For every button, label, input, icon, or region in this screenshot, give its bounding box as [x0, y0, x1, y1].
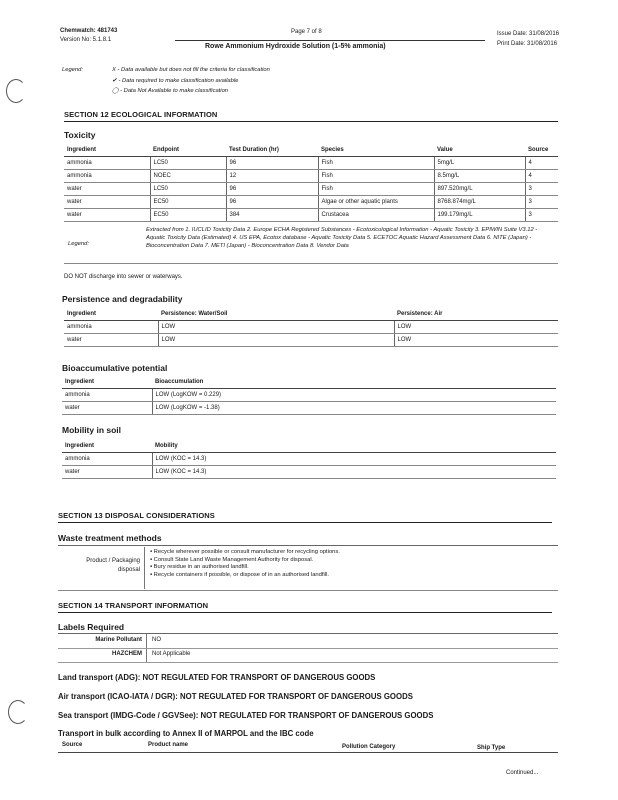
disposal-label [68, 557, 140, 575]
list-item-text: Consult State Land Waste Management Authority for disposal. [153, 556, 314, 563]
list-item: ▪ Recycle containers if possible, or dispose of in an authorised landfill. [150, 571, 329, 578]
cell: 4 [525, 170, 558, 183]
col-header: Test Duration (hr) [226, 144, 318, 157]
cell: water [62, 402, 152, 415]
labels-rule [58, 633, 558, 634]
cell: LOW (KOC = 14.3) [152, 466, 556, 479]
cell: water [64, 183, 150, 196]
cell: 199.179mg/L [434, 209, 525, 222]
cell: 4 [525, 157, 558, 170]
table-row [64, 209, 558, 222]
cell: LOW [394, 334, 558, 347]
page-number: Page 7 of 8 [291, 29, 322, 35]
version-number: Version No: 5.1.8.1 [60, 37, 112, 43]
table-row [64, 334, 558, 347]
continued-note: Continued... [506, 770, 539, 776]
list-item-text: Bury residue in an authorised landfill. [153, 564, 249, 570]
cell: NOEC [150, 170, 226, 183]
cell: water [64, 334, 158, 347]
table-row [64, 321, 558, 334]
waste-rule [58, 545, 558, 546]
col-header: Persistence: Water/Soil [158, 308, 394, 321]
cell: LOW [394, 321, 558, 334]
cell: LC50 [150, 157, 226, 170]
section-14-title: SECTION 14 TRANSPORT INFORMATION [58, 601, 209, 610]
col-header: Species [318, 144, 434, 157]
list-item: ▪ Recycle wherever possible or consult manufacturer for recycling options. [150, 549, 340, 555]
col-header: Ingredient [64, 308, 158, 321]
table-row [62, 466, 556, 479]
col-header: Mobility [152, 440, 556, 453]
cell: 897.520mg/L [434, 183, 525, 196]
col-header: Ingredient [62, 376, 152, 389]
bulk-col-header: Ship Type [477, 745, 506, 751]
cell: LOW [158, 321, 394, 334]
cell: LOW [158, 334, 394, 347]
col-header: Source [525, 144, 558, 157]
punch-hole-bottom [8, 700, 28, 724]
drain-note: DO NOT discharge into sewer or waterways. [64, 274, 183, 280]
cell: ammonia [62, 389, 152, 402]
cell: water [62, 466, 152, 479]
section-13-title: SECTION 13 DISPOSAL CONSIDERATIONS [58, 511, 215, 520]
hazchem-value: Not Applicable [152, 651, 191, 657]
cell: 5mg/L [434, 157, 525, 170]
toxicity-table [64, 144, 558, 222]
bulk-col-header: Source [62, 742, 83, 748]
sea-transport: Sea transport (IMDG-Code / GGVSee): NOT REGULATED FOR TRANSPORT OF DANGEROUS GOODS [58, 711, 434, 720]
print-date: Print Date: 31/08/2016 [497, 41, 558, 47]
cell: ammonia [64, 321, 158, 334]
table-row [64, 196, 558, 209]
table-row [62, 389, 556, 402]
table-row [64, 183, 558, 196]
cell: LC50 [150, 183, 226, 196]
cell: Fish [318, 157, 434, 170]
disposal-rule [58, 590, 558, 591]
toxicity-heading: Toxicity [64, 130, 96, 140]
bulk-rule [58, 752, 558, 753]
labels-heading: Labels Required [58, 622, 125, 632]
cell: Fish [318, 170, 434, 183]
labels-row-rule [58, 648, 558, 649]
toxicity-legend-label: Legend: [68, 241, 89, 247]
disposal-label-line: disposal [117, 567, 140, 573]
cell: water [64, 196, 150, 209]
mobility-table [62, 440, 556, 479]
top-legend-item: ✔ - Data required to make classification available [112, 78, 239, 84]
cell: Crustacea [318, 209, 434, 222]
air-transport: Air transport (ICAO-IATA / DGR): NOT REGULATED FOR TRANSPORT OF DANGEROUS GOODS [58, 692, 413, 701]
cell: ammonia [62, 453, 152, 466]
bulk-col-header: Pollution Category [342, 744, 396, 750]
cell: ammonia [64, 170, 150, 183]
bioaccumulative-heading: Bioaccumulative potential [62, 363, 168, 373]
top-legend-item: ◯ - Data Not Available to make classification [112, 88, 229, 94]
section-12-title: SECTION 12 ECOLOGICAL INFORMATION [64, 110, 218, 119]
labels-row-rule [58, 662, 558, 663]
table-row [64, 170, 558, 183]
col-header: Value [434, 144, 525, 157]
document-title: Rowe Ammonium Hydroxide Solution (1-5% ammonia) [205, 43, 386, 50]
table-row [62, 402, 556, 415]
persistence-heading: Persistence and degradability [62, 294, 183, 304]
list-item: ▪ Consult State Land Waste Management Authority for disposal. [150, 556, 314, 563]
hazchem-label: HAZCHEM [112, 651, 142, 657]
cell: 96 [226, 157, 318, 170]
list-item: ▪ Bury residue in an authorised landfill. [150, 564, 249, 570]
list-item-text: Recycle wherever possible or consult manufacturer for recycling options. [153, 549, 340, 555]
disposal-label-line: Product / Packaging [86, 558, 140, 564]
legend-rule [64, 263, 558, 264]
cell: 8.5mg/L [434, 170, 525, 183]
marine-pollutant-value: NO [152, 637, 161, 643]
cell: ammonia [64, 157, 150, 170]
cell: Algae or other aquatic plants [318, 196, 434, 209]
bulk-col-header: Product name [148, 742, 189, 748]
cell: 3 [525, 209, 558, 222]
cell: 12 [226, 170, 318, 183]
persistence-table [64, 308, 558, 347]
cell: LOW (LogKOW = -1.38) [152, 402, 556, 415]
land-transport: Land transport (ADG): NOT REGULATED FOR TRANSPORT OF DANGEROUS GOODS [58, 673, 376, 682]
chemwatch-id: Chemwatch: 481743 [60, 28, 118, 34]
table-row [64, 157, 558, 170]
cell: 96 [226, 183, 318, 196]
toxicity-legend-text: Extracted from 1. IUCLID Toxicity Data 2. Europe ECHA Registered Substances - Ecotoxicological Information - Aquatic Toxicity 3. EPIWIN Suite V3.12 - Aquatic Toxicity Data (Estimated) 4. US EPA, Ecotox database - Aquatic Toxicity Data 5. ECETOC Aquatic Hazard Assessment Data 6. NITE (Japan) - Bioconcentration Data 7. METI (Japan) - Bioconcentration Data 8. Vendor Data [146, 227, 538, 249]
col-header: Endpoint [150, 144, 226, 157]
col-header: Bioaccumulation [152, 376, 556, 389]
cell: 3 [525, 183, 558, 196]
cell: 384 [226, 209, 318, 222]
cell: LOW (KOC = 14.3) [152, 453, 556, 466]
bioaccumulative-table [62, 376, 556, 415]
marine-pollutant-label: Marine Pollutant [95, 637, 142, 643]
disposal-bullets [150, 549, 550, 579]
top-legend-item: X - Data available but does not fill the criteria for classification [112, 67, 270, 73]
table-row [62, 453, 556, 466]
header-rule [175, 40, 485, 41]
issue-date: Issue Date: 31/08/2016 [497, 31, 560, 37]
punch-hole-top [6, 79, 26, 103]
top-legend-label: Legend: [62, 67, 83, 73]
cell: water [64, 209, 150, 222]
mobility-heading: Mobility in soil [62, 425, 122, 435]
disposal-divider [144, 547, 145, 589]
cell: EC50 [150, 209, 226, 222]
waste-heading: Waste treatment methods [58, 533, 162, 543]
bulk-transport: Transport in bulk according to Annex II of MARPOL and the IBC code [58, 729, 314, 738]
cell: Fish [318, 183, 434, 196]
col-header: Persistence: Air [394, 308, 558, 321]
list-item-text: Recycle containers if possible, or dispose of in an authorised landfill. [153, 571, 329, 578]
cell: 3 [525, 196, 558, 209]
cell: EC50 [150, 196, 226, 209]
cell: LOW (LogKOW = 0.229) [152, 389, 556, 402]
col-header: Ingredient [62, 440, 152, 453]
cell: 8768.874mg/L [434, 196, 525, 209]
col-header: Ingredient [64, 144, 150, 157]
cell: 96 [226, 196, 318, 209]
